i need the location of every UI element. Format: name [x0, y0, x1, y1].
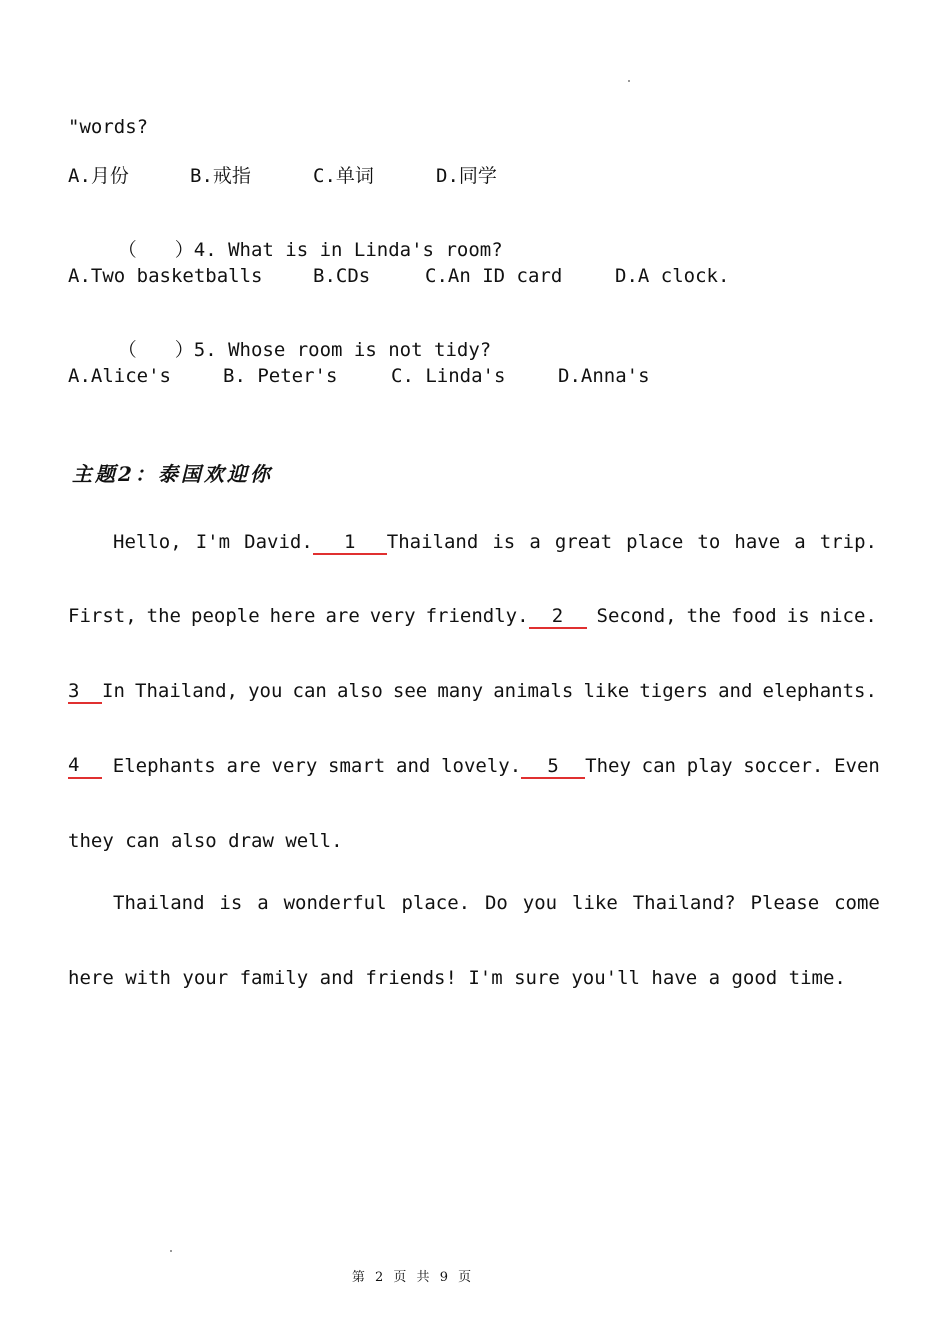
q4-answer-paren[interactable]: （ ） — [117, 239, 194, 261]
word: to — [697, 531, 721, 553]
section-heading: 主题2：泰国欢迎你 — [72, 462, 273, 486]
blank-4[interactable]: 4 — [68, 754, 102, 779]
q3-option-c[interactable]: C.单词 — [313, 165, 374, 187]
word: soccer. — [743, 755, 824, 777]
word: tigers — [639, 680, 708, 702]
word: come — [834, 892, 880, 914]
word: Second, — [596, 605, 677, 627]
word-with-blank — [426, 604, 587, 629]
word: a — [794, 531, 806, 553]
word: Thailand, — [135, 680, 238, 702]
word: play — [686, 755, 733, 777]
word: people — [191, 605, 260, 627]
blank-3[interactable]: 3 — [68, 680, 102, 704]
stray-mark — [170, 1250, 172, 1252]
word: I'm — [195, 531, 231, 553]
word: are — [325, 605, 360, 627]
word: very — [271, 755, 318, 777]
q4-option-a[interactable]: A.Two basketballs — [68, 265, 263, 287]
stray-mark — [628, 80, 630, 82]
word: They — [585, 755, 631, 777]
word: you — [248, 680, 283, 702]
word: trip. — [819, 531, 877, 553]
word: have — [734, 531, 781, 553]
passage-line-2 — [68, 604, 877, 629]
word: In — [102, 680, 125, 702]
word: animals — [493, 680, 574, 702]
blank-2[interactable]: 2 — [529, 605, 587, 629]
word: is — [492, 531, 516, 553]
word: Elephants — [112, 755, 216, 777]
word: Please — [750, 892, 820, 914]
passage-line-5: they can also draw well. — [68, 830, 343, 852]
word: place — [626, 531, 684, 553]
word: can — [292, 680, 327, 702]
passage-line-4 — [68, 754, 880, 779]
word: Thailand — [113, 892, 205, 914]
word: nice. — [819, 605, 877, 627]
word: very — [369, 605, 416, 627]
word: Even — [834, 755, 880, 777]
word: also — [337, 680, 383, 702]
q4-option-d[interactable]: D.A clock. — [615, 265, 730, 287]
q3-stem-tail: "words? — [68, 116, 149, 138]
q5-option-c[interactable]: C. Linda's — [391, 365, 506, 387]
word: is — [786, 605, 810, 627]
word-with-blank — [441, 754, 631, 779]
word: Hello, — [113, 531, 182, 553]
word: the — [686, 605, 721, 627]
word: a — [529, 531, 541, 553]
word: see — [392, 680, 428, 702]
passage-line-1 — [113, 530, 877, 555]
word: you — [522, 892, 558, 914]
passage-line-6 — [113, 891, 880, 915]
word: many — [437, 680, 484, 702]
word: Thailand? — [632, 892, 736, 914]
blank-5[interactable]: 5 — [521, 755, 585, 779]
word: lovely. — [441, 755, 522, 777]
word: a — [257, 892, 269, 914]
q5-stem: 5. Whose room is not tidy? — [193, 339, 492, 361]
word: like — [572, 892, 618, 914]
q3-option-a[interactable]: A.月份 — [68, 165, 129, 187]
q5-option-a[interactable]: A.Alice's — [68, 365, 171, 387]
q5-option-b[interactable]: B. Peter's — [223, 365, 338, 387]
word: First, — [68, 605, 137, 627]
q5-option-d[interactable]: D.Anna's — [558, 365, 650, 387]
q3-option-b[interactable]: B.戒指 — [190, 165, 251, 187]
word: great — [554, 531, 613, 553]
word: Thailand — [386, 531, 479, 553]
q4-stem: 4. What is in Linda's room? — [193, 239, 503, 261]
word: can — [641, 755, 676, 777]
passage-line-3 — [68, 679, 877, 704]
page-footer: 第 2 页 共 9 页 — [351, 1270, 475, 1285]
word: place. — [401, 892, 471, 914]
passage-line-7: here with your family and friends! I'm sure you'll have a good time. — [68, 967, 846, 989]
word: and — [396, 755, 431, 777]
word: are — [226, 755, 261, 777]
word: the — [146, 605, 181, 627]
word: and — [718, 680, 753, 702]
q4-option-c[interactable]: C.An ID card — [425, 265, 563, 287]
q5-answer-paren[interactable]: （ ） — [117, 339, 194, 361]
q3-option-d[interactable]: D.同学 — [436, 165, 497, 187]
word: is — [219, 892, 243, 914]
word: David. — [244, 531, 313, 553]
blank-1[interactable]: 1 — [313, 531, 387, 555]
word: like — [583, 680, 630, 702]
word: food — [730, 605, 777, 627]
word: wonderful — [283, 892, 387, 914]
q4-option-b[interactable]: B.CDs — [313, 265, 371, 287]
word-with-blank — [68, 679, 125, 704]
word: Do — [484, 892, 508, 914]
word: friendly. — [425, 605, 529, 627]
word: elephants. — [762, 680, 877, 702]
word: smart — [328, 755, 386, 777]
word-with-blank — [244, 530, 478, 555]
word: here — [269, 605, 316, 627]
